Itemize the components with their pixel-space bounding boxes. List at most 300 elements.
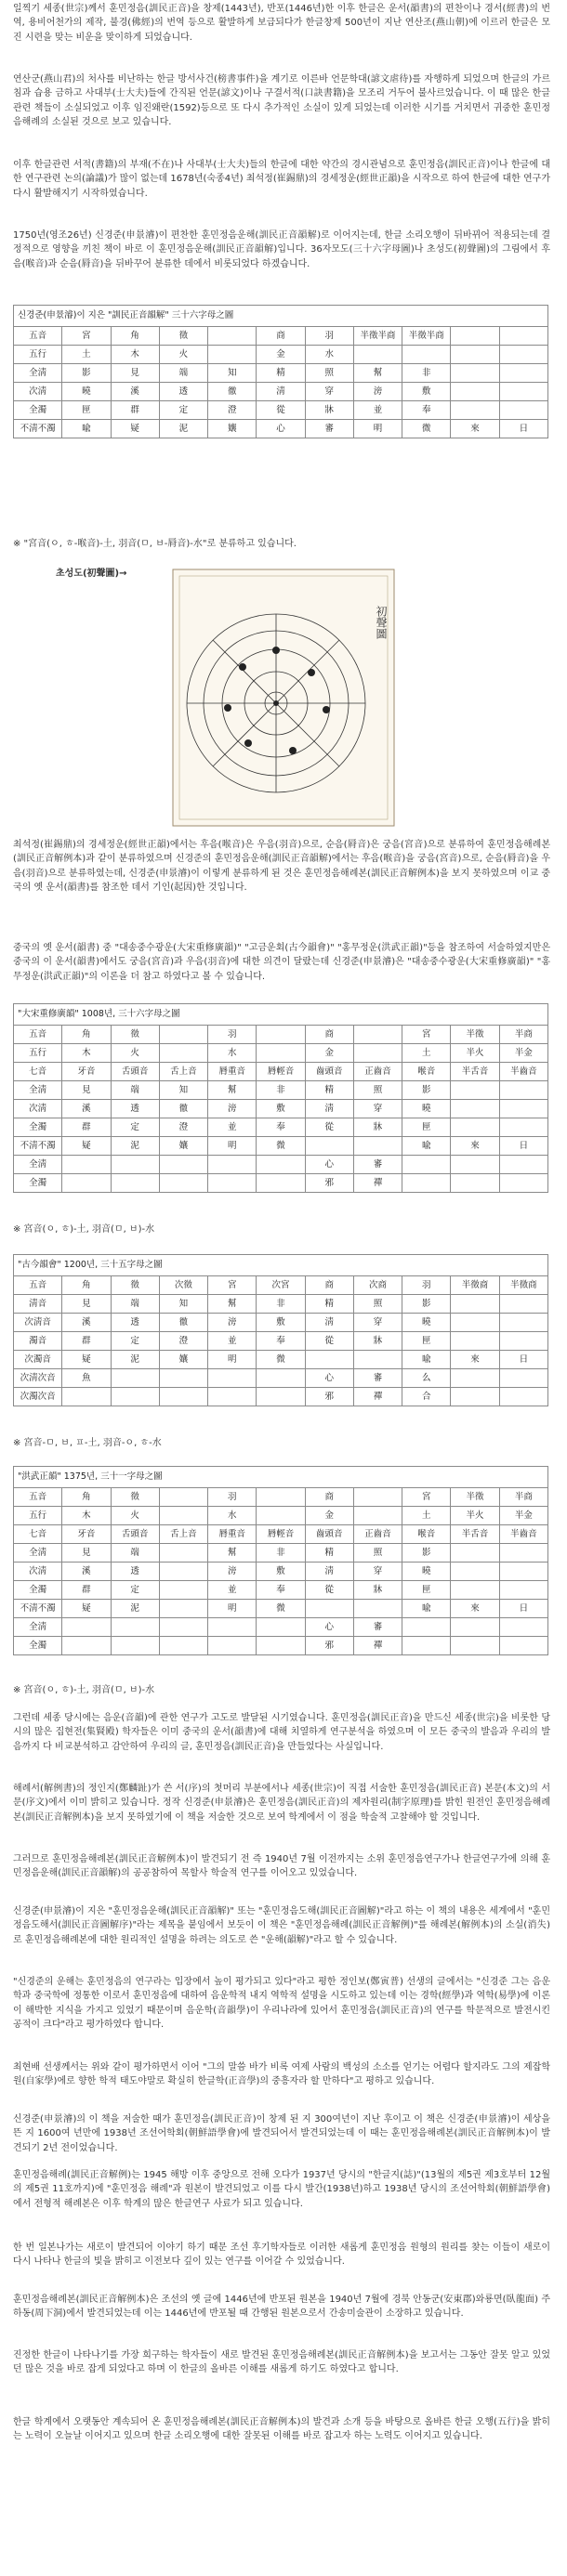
- table-cell: 金: [305, 1044, 353, 1063]
- paragraph: 1750년(영조26년) 신경준(申景濬)이 편찬한 훈민정음운해(訓民正音韻解)로 이어지는데, 한글 소리오행이 뒤바뀌어 적용되는데 결정적으로 영향을 끼친 책이 바로 이 훈민정음운해(訓民正音韻解)입니다. 36자모도(三十六字母圖)나 초성도(初聲圖)의 그림에서 후음(喉音)과 순음(脣音)을 뒤바꾸어 분류한 데에서 비롯되었다 하겠습니다.: [13, 230, 550, 269]
- table-cell: 審: [353, 1369, 402, 1388]
- table-cell: [451, 1156, 499, 1174]
- table-cell: 明: [353, 420, 402, 438]
- table-cell: [159, 1544, 207, 1563]
- table-cell: 精: [305, 1081, 353, 1100]
- table-cell: 透: [111, 1314, 159, 1332]
- table-cell: [499, 364, 547, 383]
- table-cell: 疑: [111, 420, 159, 438]
- table-cell: 心: [305, 1156, 353, 1174]
- table-cell: 魚: [62, 1369, 111, 1388]
- table-cell: 敷: [257, 1100, 305, 1118]
- table-cell: 審: [353, 1156, 402, 1174]
- table-cell: 淸: [305, 1563, 353, 1581]
- table-cell: [62, 1637, 111, 1655]
- table-cell: 合: [402, 1388, 451, 1406]
- paragraph: 최현배 선생께서는 위와 같이 평가하면서 이어 "그의 말씀 바가 비록 여제 사람의 백성의 소소를 얻기는 어렵다 할지라도 그의 제잡학원(自家學)에로 향한 학적 태도야말로 확실히 한글학(正音學)의 중흥자라 할 만하다"고 평하고 있습니다.: [13, 2062, 550, 2087]
- table-cell: 土: [402, 1507, 451, 1525]
- table-cell: 疑: [62, 1137, 111, 1156]
- table-cell: 五音: [14, 1026, 62, 1044]
- table-cell: 舌頭音: [111, 1525, 159, 1544]
- table-row: [14, 1618, 548, 1637]
- table-cell: 滂: [208, 1563, 257, 1581]
- table-cell: 端: [159, 364, 207, 383]
- table-cell: 七音: [14, 1063, 62, 1081]
- table-row: [14, 364, 548, 383]
- table-cell: [208, 1156, 257, 1174]
- table-cell: 孃: [208, 420, 257, 438]
- table-cell: 澄: [159, 1332, 207, 1351]
- table-cell: [499, 1369, 547, 1388]
- table-cell: [353, 1044, 402, 1063]
- table-cell: 幫: [208, 1544, 257, 1563]
- table-cell: 全濁: [14, 401, 62, 420]
- table-cell: 奉: [402, 401, 451, 420]
- table-cell: [499, 1563, 547, 1581]
- table-cell: [257, 1044, 305, 1063]
- table-cell: 日: [499, 420, 547, 438]
- table-cell: 羽: [208, 1026, 257, 1044]
- table-cell: 宮: [402, 1026, 451, 1044]
- table-cell: 非: [257, 1081, 305, 1100]
- table-cell: 並: [208, 1581, 257, 1600]
- table-note: ※ 宮音-ㅁ, ㅂ, ㅍ-土, 羽音-ㅇ, ㅎ-水: [13, 1438, 162, 1448]
- table-row: [14, 1581, 548, 1600]
- table-cell: 來: [451, 1351, 499, 1369]
- table-cell: 次濁音: [14, 1351, 62, 1369]
- table-cell: 半齒音: [499, 1525, 547, 1544]
- table-cell: 火: [159, 346, 207, 364]
- table-cell: 群: [62, 1118, 111, 1137]
- table-cell: [499, 1156, 547, 1174]
- table-cell: 牀: [305, 401, 353, 420]
- table-row: [14, 1314, 548, 1332]
- table-cell: 半徵半商: [402, 327, 451, 346]
- table-cell: [353, 1488, 402, 1507]
- table-cell: [451, 1581, 499, 1600]
- table-cell: 心: [305, 1369, 353, 1388]
- table-cell: 全淸: [14, 1081, 62, 1100]
- table-cell: 火: [111, 1507, 159, 1525]
- table-cell: 奉: [257, 1118, 305, 1137]
- table-cell: 次淸次音: [14, 1369, 62, 1388]
- table-row: [14, 1081, 548, 1100]
- table-cell: 羽: [208, 1488, 257, 1507]
- table-cell: 敷: [257, 1314, 305, 1332]
- table-cell: 照: [353, 1544, 402, 1563]
- table-caption: "大宋重修廣韻" 1008년, 三十六字母之圖: [14, 1004, 548, 1026]
- table-row: [14, 383, 548, 401]
- table-cell: 幫: [353, 364, 402, 383]
- table-cell: 精: [257, 364, 305, 383]
- table-cell: 並: [353, 401, 402, 420]
- table-cell: 七音: [14, 1525, 62, 1544]
- table-cell: 透: [111, 1563, 159, 1581]
- table-cell: 從: [305, 1118, 353, 1137]
- table-cell: 喩: [402, 1137, 451, 1156]
- table-cell: [159, 1174, 207, 1193]
- table-cell: [159, 1369, 207, 1388]
- table-cell: 並: [208, 1118, 257, 1137]
- table-row: [14, 1118, 548, 1137]
- table-cell: [208, 1637, 257, 1655]
- table-cell: 水: [208, 1507, 257, 1525]
- table-hongwu-zhengyun: [13, 1466, 548, 1655]
- table-cell: [451, 1563, 499, 1581]
- table-cell: 端: [111, 1081, 159, 1100]
- table-cell: 奉: [257, 1332, 305, 1351]
- table-cell: 從: [257, 401, 305, 420]
- table-cell: 疑: [62, 1600, 111, 1618]
- table-cell: [451, 1100, 499, 1118]
- table-cell: 從: [305, 1581, 353, 1600]
- table-cell: 澄: [208, 401, 257, 420]
- table-cell: [451, 1174, 499, 1193]
- table-cell: [499, 327, 547, 346]
- figure-label: 초성도(初聲圖)→: [56, 569, 127, 579]
- table-cell: 半齒音: [499, 1063, 547, 1081]
- table-cell: [111, 1388, 159, 1406]
- table-cell: [257, 1637, 305, 1655]
- table-cell: 喩: [62, 420, 111, 438]
- table-cell: 曉: [402, 1100, 451, 1118]
- table-cell: [159, 1044, 207, 1063]
- table-cell: [257, 1488, 305, 1507]
- table-cell: 孃: [159, 1137, 207, 1156]
- table-cell: [402, 1618, 451, 1637]
- table-cell: [159, 1507, 207, 1525]
- table-cell: [451, 1081, 499, 1100]
- table-cell: [499, 1081, 547, 1100]
- table-cell: 次徵: [159, 1276, 207, 1295]
- table-cell: [159, 1581, 207, 1600]
- table-row: [14, 1137, 548, 1156]
- table-cell: [208, 1369, 257, 1388]
- table-cell: [111, 1174, 159, 1193]
- table-cell: 來: [451, 1137, 499, 1156]
- table-cell: [159, 1488, 207, 1507]
- table-cell: [208, 1618, 257, 1637]
- table-cell: 曉: [62, 383, 111, 401]
- table-cell: 透: [111, 1100, 159, 1118]
- table-cell: 全濁: [14, 1637, 62, 1655]
- table-cell: [257, 1174, 305, 1193]
- table-cell: 心: [257, 420, 305, 438]
- table-cell: 曉: [402, 1314, 451, 1332]
- table-cell: [305, 1137, 353, 1156]
- table-cell: 幫: [208, 1081, 257, 1100]
- table-cell: 正齒音: [353, 1525, 402, 1544]
- table-row: [14, 1100, 548, 1118]
- table-cell: 泥: [111, 1137, 159, 1156]
- table-cell: 半金: [499, 1507, 547, 1525]
- table-cell: 不淸不濁: [14, 420, 62, 438]
- paragraph: 한 번 일본나가는 새로이 발견되어 이야기 하기 때문 조선 후기학자들로 이러한 새롭게 훈민정음 원형의 원리를 찾는 이들이 새로이 다시 나타나 한글의 빛을 밝히고 이전보다 깊이 있는 연구를 이어갈 수 있었습니다.: [13, 2243, 550, 2268]
- table-cell: [159, 1563, 207, 1581]
- table-cell: 穿: [353, 1100, 402, 1118]
- table-cell: 穿: [353, 1314, 402, 1332]
- table-cell: 泥: [159, 420, 207, 438]
- table-cell: 邪: [305, 1388, 353, 1406]
- table-cell: [353, 1507, 402, 1525]
- table-cell: 次商: [353, 1276, 402, 1295]
- table-cell: 徹: [208, 383, 257, 401]
- table-cell: [451, 1295, 499, 1314]
- table-cell: 審: [353, 1618, 402, 1637]
- table-caption: 신경준(申景濬)이 지은 "訓民正音韻解" 三十六字母之圖: [14, 306, 548, 327]
- table-cell: [257, 1388, 305, 1406]
- table-cell: 照: [353, 1081, 402, 1100]
- table-cell: 照: [353, 1295, 402, 1314]
- paragraph: 이후 한글관련 서적(書籍)의 부재(不在)나 사대부(士大夫)들의 한글에 대한 약간의 경시관념으로 훈민정음(訓民正音)이나 한글에 대한 연구관련 논의(論議)가 많이 없는데 1678년(숙종4년) 최석정(崔錫鼎)의 경세정운(經世正韻)을 시작으로 하여 한글에 대한 연구가 다시 활발해지기 시작하였습니다.: [13, 160, 550, 199]
- table-cell: 匣: [402, 1332, 451, 1351]
- table-note: ※ "宮音(ㅇ, ㅎ-喉音)-土, 羽音(ㅁ, ㅂ-脣音)-水"로 분류하고 있습니다.: [13, 539, 297, 549]
- table-row: [14, 1388, 548, 1406]
- figure-title: 初聲圖: [375, 606, 388, 639]
- table-cell: [499, 1618, 547, 1637]
- table-cell: 澄: [159, 1118, 207, 1137]
- table-cell: 宮: [402, 1488, 451, 1507]
- table-cell: 齒頭音: [305, 1525, 353, 1544]
- table-cell: 脣輕音: [257, 1525, 305, 1544]
- table-cell: 影: [62, 364, 111, 383]
- table-cell: 全淸: [14, 1156, 62, 1174]
- table-cell: 木: [111, 346, 159, 364]
- table-cell: 半火: [451, 1044, 499, 1063]
- table-shin-36-initials: [13, 305, 548, 438]
- table-cell: 日: [499, 1137, 547, 1156]
- table-caption: "洪武正韻" 1375년, 三十一字母之圖: [14, 1467, 548, 1488]
- table-cell: 脣重音: [208, 1525, 257, 1544]
- table-cell: [451, 1314, 499, 1332]
- table-cell: 半徵: [451, 1026, 499, 1044]
- table-cell: [451, 346, 499, 364]
- table-cell: 並: [208, 1332, 257, 1351]
- table-cell: 五音: [14, 1276, 62, 1295]
- table-cell: [451, 1118, 499, 1137]
- table-cell: [499, 1332, 547, 1351]
- table-cell: 商: [305, 1276, 353, 1295]
- table-cell: 角: [62, 1026, 111, 1044]
- table-cell: [402, 1156, 451, 1174]
- table-cell: [208, 346, 257, 364]
- paragraph: "신경준의 운해는 훈민정음의 연구라는 입장에서 높이 평가되고 있다"라고 평한 정인보(鄭寅普) 선생의 글에서는 "신경준 그는 음운학과 중국학에 정통한 이로서 훈민정음에 대하여 음운학적 내지 역학적 설명을 시도하고 있는데 이는 경학(經學)과 역학(易學)에 이론이 해박한 지식을 가지고 있었기 때문이며 음운학(音韻學)이 우리나라에 있어서 훈민정음(訓民正音)의 연구를 학문적으로 발전시킨 공적이 크다"라고 평가하였다 합니다.: [13, 1977, 550, 2031]
- table-cell: 次淸: [14, 1100, 62, 1118]
- paragraph: 신경준(申景濬)이 지은 "훈민정음운해(訓民正音韻解)" 또는 "훈민정음도해(訓民正音圖解)"라고 하는 이 책의 내용은 세계에서 "훈민정음도해서(訓民正音圖解序)"라는 제목을 붙임에서 보듯이 이 책은 "훈민정음해례(訓民正音解例)"를 해례본(解例本)의 소실(消失)로 훈민정음해례본에 대한 원리적인 설명을 하려는 의도로 쓴 "운해(韻解)"라고 할 수 있습니다.: [13, 1906, 550, 1945]
- table-row: [14, 1044, 548, 1063]
- table-cell: 微: [257, 1600, 305, 1618]
- table-cell: [353, 1600, 402, 1618]
- table-cell: 徵: [111, 1026, 159, 1044]
- table-cell: 喉音: [402, 1525, 451, 1544]
- table-cell: [451, 1544, 499, 1563]
- chosung-diagram: [172, 569, 395, 827]
- table-cell: 五行: [14, 1044, 62, 1063]
- table-cell: 禪: [353, 1174, 402, 1193]
- table-cell: 日: [499, 1351, 547, 1369]
- paragraph: 한글 학계에서 오랫동안 계속되어 온 훈민정음해례본(訓民正音解例本)의 발견과 소개 등을 바탕으로 올바른 한글 오행(五行)을 밝히는 노력이 오늘날 이어지고 있으며 한글 소리오행에 대한 잘못된 이해를 바로 잡고자 하는 노력도 이어지고 있습니다.: [13, 2417, 550, 2442]
- table-cell: [305, 1600, 353, 1618]
- table-row: [14, 1563, 548, 1581]
- table-cell: 全淸: [14, 364, 62, 383]
- table-cell: 五音: [14, 1488, 62, 1507]
- table-cell: 淸: [305, 1100, 353, 1118]
- table-cell: 端: [111, 1295, 159, 1314]
- table-cell: 定: [111, 1581, 159, 1600]
- table-cell: 金: [305, 1507, 353, 1525]
- table-row: [14, 401, 548, 420]
- table-cell: 明: [208, 1600, 257, 1618]
- table-cell: 半舌音: [451, 1525, 499, 1544]
- table-cell: 半火: [451, 1507, 499, 1525]
- table-cell: 定: [111, 1118, 159, 1137]
- table-gujin-yunhui: [13, 1254, 548, 1406]
- table-cell: [499, 1314, 547, 1332]
- table-cell: [62, 1174, 111, 1193]
- table-row: [14, 1174, 548, 1193]
- table-cell: 半舌音: [451, 1063, 499, 1081]
- table-cell: [159, 1156, 207, 1174]
- table-cell: 照: [305, 364, 353, 383]
- table-cell: 影: [402, 1295, 451, 1314]
- table-row: [14, 1156, 548, 1174]
- table-cell: 邪: [305, 1637, 353, 1655]
- table-cell: 非: [402, 364, 451, 383]
- table-cell: 金: [257, 346, 305, 364]
- table-cell: [499, 1100, 547, 1118]
- table-cell: 疑: [62, 1351, 111, 1369]
- table-cell: [257, 1369, 305, 1388]
- table-cell: 影: [402, 1544, 451, 1563]
- table-row: [14, 1600, 548, 1618]
- table-cell: 從: [305, 1332, 353, 1351]
- table-cell: 見: [62, 1295, 111, 1314]
- table-cell: 見: [62, 1544, 111, 1563]
- table-cell: 商: [257, 327, 305, 346]
- table-cell: 溪: [62, 1563, 111, 1581]
- table-cell: [111, 1156, 159, 1174]
- table-cell: [208, 327, 257, 346]
- table-cell: 滂: [208, 1314, 257, 1332]
- table-cell: 齒頭音: [305, 1063, 353, 1081]
- table-cell: 商: [305, 1488, 353, 1507]
- table-cell: 曉: [402, 1563, 451, 1581]
- table-cell: 滂: [208, 1100, 257, 1118]
- table-cell: 全濁: [14, 1581, 62, 1600]
- table-cell: 知: [159, 1295, 207, 1314]
- table-cell: [499, 401, 547, 420]
- table-row: [14, 1637, 548, 1655]
- table-cell: 穿: [305, 383, 353, 401]
- paragraph: 중국의 옛 운서(韻書) 중 "대송중수광운(大宋重修廣韻)" "고금운회(古今韻會)" "홍무정운(洪武正韻)"등을 참조하여 서술하였지만은 중국의 이 운서(韻書)에서도 궁음(宮音)과 우음(羽音)에 대한 의견이 달랐는데 신경준(申景濬)은 "대송중수광운(大宋重修廣韻)" "홍무정운(洪武正韻)"의 이론을 더 참고 하였다고 볼 수 있습니다.: [13, 943, 550, 982]
- table-cell: 五音: [14, 327, 62, 346]
- table-cell: 透: [159, 383, 207, 401]
- paragraph: 일찍기 세종(世宗)께서 훈민정음(訓民正音)을 창제(1443년), 반포(1446년)한 이후 한글은 운서(韻書)의 편찬이나 경서(經書)의 번역, 용비어천가의 제작, 불경(佛經)의 번역 등으로 활발하게 보급되다가 한글창제 500년이 지난 연산조(燕山朝)에 이르러 한글은 모진 시련을 맞는 비운을 맞이하게 되었습니다.: [13, 4, 550, 43]
- table-cell: [499, 346, 547, 364]
- table-cell: [305, 1351, 353, 1369]
- paragraph: 훈민정음해례(訓民正音解例)는 1945 해방 이후 중앙으로 전해 오다가 1937년 당시의 "한글지(誌)"(13월의 제5권 제3호부터 12월의 제5권 11호까지)에 "훈민정음 해례"과 원본이 발견되었고 이를 다시 발간(1938년)하고 1938년 당시의 조선어학회(朝鮮語學會)에서 전형적 해례본은 이후 학계의 많은 한글연구 사료가 되고 있습니다.: [13, 2170, 550, 2209]
- table-cell: 孃: [159, 1351, 207, 1369]
- table-cell: 微: [257, 1351, 305, 1369]
- table-cell: 牙音: [62, 1525, 111, 1544]
- table-cell: [257, 1507, 305, 1525]
- table-cell: 滂: [353, 383, 402, 401]
- table-cell: 次淸音: [14, 1314, 62, 1332]
- table-cell: [257, 1156, 305, 1174]
- table-cell: 定: [111, 1332, 159, 1351]
- table-cell: 半商: [499, 1026, 547, 1044]
- table-row: [14, 1525, 548, 1544]
- table-cell: 日: [499, 1600, 547, 1618]
- table-cell: 非: [257, 1544, 305, 1563]
- table-cell: [451, 383, 499, 401]
- table-guangyun: [13, 1003, 548, 1193]
- table-cell: 匣: [402, 1581, 451, 1600]
- table-cell: [257, 1618, 305, 1637]
- table-cell: [62, 1156, 111, 1174]
- table-cell: 半徵商: [499, 1276, 547, 1295]
- table-cell: [499, 383, 547, 401]
- table-row: [14, 327, 548, 346]
- table-cell: 五行: [14, 346, 62, 364]
- table-cell: 喩: [402, 1600, 451, 1618]
- table-row: [14, 1544, 548, 1563]
- table-cell: 水: [305, 346, 353, 364]
- paragraph: 그러므로 훈민정음해례본(訓民正音解例本)이 발견되기 전 즉 1940년 7월 이전까지는 소위 훈민정음연구가나 한글연구가에 의해 훈민정음운해(訓民正音韻解)의 공공참하여 목할사 학술적 연구를 이어오고 있었습니다.: [13, 1854, 550, 1879]
- table-cell: 徵: [111, 1488, 159, 1507]
- table-cell: 微: [257, 1137, 305, 1156]
- table-cell: 脣重音: [208, 1063, 257, 1081]
- table-cell: 非: [257, 1295, 305, 1314]
- table-cell: 舌上音: [159, 1525, 207, 1544]
- table-cell: 角: [62, 1488, 111, 1507]
- table-cell: [353, 1351, 402, 1369]
- table-cell: 木: [62, 1044, 111, 1063]
- table-cell: [208, 1174, 257, 1193]
- paragraph: 최석정(崔錫鼎)의 경세정운(經世正韻)에서는 후음(喉音)은 우음(羽音)으로, 순음(脣音)은 궁음(宮音)으로 분류하여 훈민정음해례본(訓民正音解例本)과 같이 분류하였으며 신경준의 훈민정음운해(訓民正音韻解)에서는 후음(喉音)을 궁음(宮音)으로, 순음(脣音)을 우음(羽音)으로 분류하였는데, 신경준(申景濬)이 이렇게 분류하게 된 것은 훈민정음해례본(訓民正音解例本)을 보지 못하였으며 이교 중국의 옛 운서(韻書)를 참조한 데서 기인(起因)한 것입니다.: [13, 840, 550, 894]
- table-cell: [499, 1174, 547, 1193]
- table-cell: [62, 1388, 111, 1406]
- table-cell: [257, 1026, 305, 1044]
- table-cell: 精: [305, 1544, 353, 1563]
- table-row: [14, 1063, 548, 1081]
- table-cell: [111, 1369, 159, 1388]
- table-cell: 溪: [62, 1100, 111, 1118]
- table-cell: 見: [62, 1081, 111, 1100]
- table-cell: 來: [451, 1600, 499, 1618]
- table-cell: 奉: [257, 1581, 305, 1600]
- table-cell: 淸: [305, 1314, 353, 1332]
- paragraph: 연산군(燕山君)의 처사를 비난하는 한글 방서사건(榜書事件)을 계기로 이른바 언문학대(諺文虐待)를 자행하게 되었으며 한글의 가르침과 습용 금하고 사대부(士大夫)들에 간직된 언문(諺文)이나 구결서적(口訣書籍)을 모조리 거두어 불사르었습니다. 이 때 많은 한글관련 책들이 소실되었고 이후 임진왜란(1592)등으로 또 다시 추가적인 소실이 있게 되었는데 이러한 시기를 거치면서 귀중한 훈민정음해례의 소실된 것으로 보고 있습니다.: [13, 74, 550, 128]
- table-cell: 商: [305, 1026, 353, 1044]
- table-cell: [353, 1026, 402, 1044]
- table-cell: 牀: [353, 1118, 402, 1137]
- table-cell: 五行: [14, 1507, 62, 1525]
- table-cell: [159, 1600, 207, 1618]
- table-cell: 木: [62, 1507, 111, 1525]
- table-cell: 半徵半商: [353, 327, 402, 346]
- table-cell: 徵: [111, 1276, 159, 1295]
- table-note: ※ 宮音(ㅇ, ㅎ)-土, 羽音(ㅁ, ㅂ)-水: [13, 1685, 155, 1695]
- table-cell: 羽: [402, 1276, 451, 1295]
- table-cell: [499, 1581, 547, 1600]
- table-cell: 知: [159, 1081, 207, 1100]
- table-cell: 半商: [499, 1488, 547, 1507]
- table-cell: 影: [402, 1081, 451, 1100]
- table-cell: 匣: [62, 401, 111, 420]
- table-cell: 明: [208, 1137, 257, 1156]
- table-cell: 角: [111, 327, 159, 346]
